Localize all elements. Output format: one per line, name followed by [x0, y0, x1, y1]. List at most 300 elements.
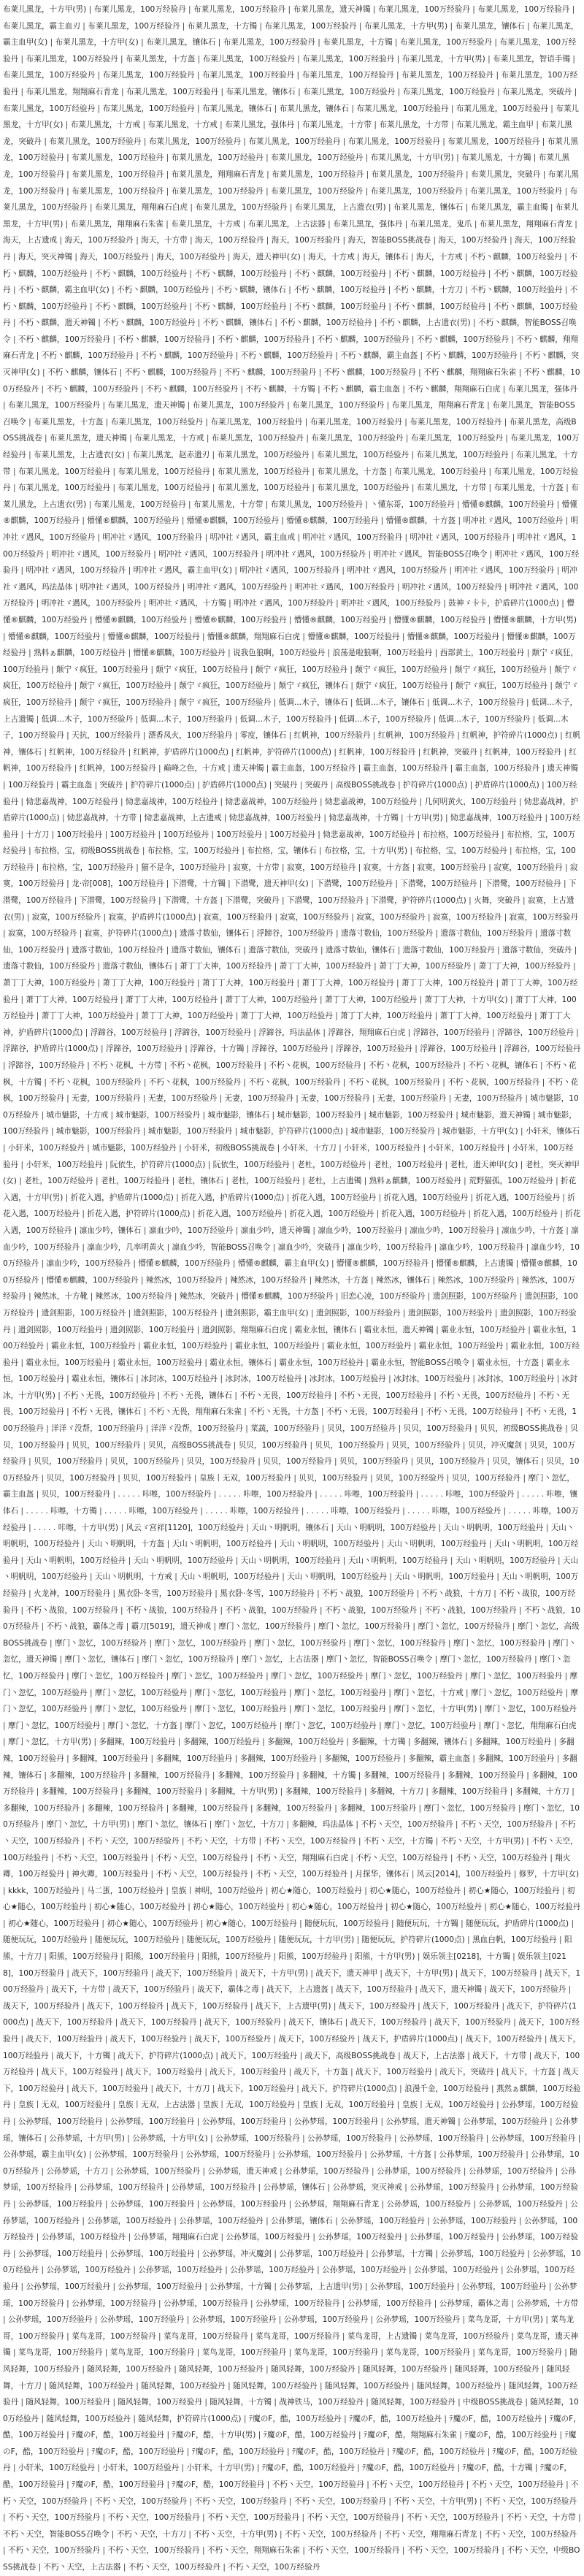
log-entry: 颠宁ゞ疯狂，100万经验丹 [179, 697, 272, 707]
log-separator: | [189, 1985, 197, 1995]
log-separator: | [376, 1721, 385, 1730]
log-entry: 随便玩玩，100万经验丹 [94, 1935, 180, 1945]
log-separator: | [64, 1754, 72, 1763]
log-entry: 布莱儿黑龙，十方带 [3, 451, 578, 476]
log-separator: | [531, 1012, 540, 1021]
log-separator: | [532, 929, 540, 939]
log-entry: 布莱儿黑龙，100万经验丹 [292, 401, 385, 410]
log-separator: | [509, 2298, 517, 2308]
log-separator: | [247, 2001, 256, 2011]
log-entry: 荒野猫孤，100万经验丹 [469, 1177, 553, 1186]
log-entry: 辣然冰，突破丹 [179, 1292, 234, 1302]
log-separator: | [563, 1226, 572, 1235]
log-entry: 冰封冰，100万经验丹 [225, 1375, 302, 1384]
log-entry: 布莱儿黑龙，100万经验丹 [311, 434, 404, 443]
log-separator: | [148, 665, 156, 674]
log-entry: 多翻辣，十方镯 [351, 1738, 406, 1747]
log-separator: | [10, 2249, 18, 2258]
log-separator: | [148, 2084, 156, 2093]
log-separator: | [363, 896, 372, 906]
log-separator: | [562, 863, 570, 872]
log-entry: 战天下，100万经验丹 [356, 2068, 433, 2077]
log-separator: | [504, 1143, 512, 1153]
log-separator: | [140, 121, 148, 130]
log-entry: 战天下，突破丹 [439, 2068, 494, 2077]
log-separator: | [39, 2266, 47, 2275]
log-separator: | [217, 121, 226, 130]
log-entry: 公孙梦瑶，100万经验丹 [318, 2233, 402, 2242]
log-separator: | [316, 846, 324, 856]
log-separator: | [368, 1275, 376, 1285]
log-entry: 随风轻舞，100万经验丹 [3, 2381, 578, 2407]
log-entry: 多翻辣，镶体石 [3, 1754, 577, 1780]
log-separator: | [315, 830, 323, 839]
log-separator: | [454, 500, 463, 509]
log-entry: 公孙梦瑶，100万经验丹 [138, 2266, 223, 2275]
log-separator: | [516, 2216, 524, 2225]
log-separator: | [155, 2331, 164, 2341]
log-separator: | [409, 451, 417, 460]
log-entry: 不朽丶无畏，镶体石 [162, 1391, 232, 1400]
log-entry: 布莱儿黑龙，100万经验丹 [102, 71, 195, 80]
log-entry: 随便玩玩，100万经验丹 [3, 1935, 88, 1945]
log-entry: 摩门丶忽忆，100万经验丹 [423, 1803, 516, 1813]
log-entry: 不朽丶天空，100万经验丹 [272, 2480, 364, 2490]
log-separator: | [461, 1886, 469, 1895]
log-entry: 无妻，100万经验丹 [377, 1094, 447, 1104]
log-separator: | [532, 2464, 540, 2473]
log-separator: | [286, 615, 294, 624]
log-separator: | [386, 269, 394, 278]
log-separator: | [370, 5, 378, 14]
log-separator: | [447, 681, 456, 691]
log-entry: 贝贝，100万经验丹 [34, 1457, 103, 1467]
log-separator: | [164, 1242, 172, 1252]
log-separator: | [485, 863, 494, 872]
log-separator: | [494, 945, 503, 955]
log-entry: 多翻辣，100万经验丹 [41, 1787, 118, 1797]
log-separator: | [524, 649, 532, 658]
log-separator: | [133, 236, 142, 245]
log-separator: | [561, 2348, 570, 2358]
log-separator: | [3, 632, 8, 641]
log-separator: | [384, 401, 392, 410]
log-entry: 战天下，100万经验丹 [278, 2035, 356, 2044]
log-entry: 下潜鹭，100万经验丹 [316, 879, 393, 889]
log-entry: 布莱儿黑龙，十方甲(男) [364, 21, 448, 31]
log-entry: ﾃ魔のF，酷，100万经验丹 [349, 2414, 442, 2423]
log-separator: | [10, 252, 18, 261]
log-separator: | [355, 2035, 363, 2044]
log-separator: | [456, 2431, 465, 2440]
log-entry: 公孙梦瑶，100万经验丹 [215, 2133, 300, 2143]
log-entry: 随风轻舞，100万经验丹 [371, 2398, 456, 2407]
log-separator: | [185, 401, 193, 410]
log-separator: | [400, 1308, 408, 1318]
log-separator: | [431, 1391, 439, 1400]
log-separator: | [64, 186, 72, 196]
log-separator: | [247, 1853, 256, 1862]
log-separator: | [186, 2035, 195, 2044]
log-entry: 摩门丶忽忆，霸主血盔 [3, 1473, 575, 1499]
log-separator: | [250, 1028, 259, 1037]
log-separator: | [284, 1193, 292, 1202]
log-entry: 菜鸟龙哥，100万经验丹 [164, 2331, 248, 2341]
log-separator: | [98, 1044, 106, 1054]
log-separator: | [417, 797, 425, 806]
log-separator: | [499, 2001, 507, 2011]
log-entry: 折花入遇，100万经验丹 [381, 1209, 466, 1219]
log-entry: 不朽丶无畏，镶体石 [72, 1407, 142, 1417]
log-separator: | [302, 417, 310, 427]
log-entry: 城市魅影，100万经验丹 [115, 1110, 201, 1120]
log-separator: | [548, 203, 556, 213]
log-separator: | [470, 1754, 478, 1763]
log-separator: | [377, 1968, 385, 1978]
log-entry: 不朽丶天空，100万经验丹 [128, 2563, 220, 2572]
log-separator: | [356, 1325, 364, 1334]
log-separator: | [395, 2051, 404, 2060]
log-separator: | [485, 2447, 493, 2456]
log-entry: 恸悲嘉战神，100万经验丹 [125, 797, 218, 806]
log-entry: 公孙梦瑶，100万经验丹 [110, 2199, 195, 2209]
log-entry: 摩门丶忽忆，100万经验丹 [384, 1721, 477, 1730]
log-entry: 颠宁ゞ疯狂，100万经验丹 [3, 649, 579, 674]
log-separator: | [148, 1853, 156, 1862]
log-entry: 贝贝，100万经验丹 [375, 1473, 445, 1483]
log-separator: | [294, 121, 302, 130]
log-entry: 战天下，100万经验丹 [171, 2001, 248, 2011]
log-entry: 颠宁ゞ疯狂，100万经验丹 [255, 665, 348, 674]
log-entry: 不朽丶无畏，十方盔 [249, 1407, 319, 1417]
log-entry: 城市魅影，100万经验丹 [277, 1110, 362, 1120]
log-separator: | [118, 1523, 126, 1532]
log-entry: 布莱儿黑龙，上古法器 [247, 219, 326, 229]
log-separator: | [537, 1061, 545, 1070]
log-separator: | [363, 1671, 371, 1681]
log-separator: | [201, 1787, 210, 1797]
log-entry: 懵懂®麒麟，100万经验丹 [307, 632, 400, 641]
log-entry: 高级BOSS挑战卷 [335, 780, 396, 790]
log-entry: 战天下，100万经验丹 [72, 1968, 149, 1978]
log-entry: 不朽丶麒麟，突灭神甲(女) [3, 351, 580, 378]
log-entry: ﾃ魔のF，酷，100万经验丹 [291, 2447, 385, 2456]
log-separator: | [325, 2183, 333, 2193]
log-separator: | [72, 896, 80, 906]
log-separator: | [72, 697, 80, 707]
log-entry: 天山丶明帆明，100万经验丹 [172, 1540, 272, 1549]
log-separator: | [554, 1375, 562, 1384]
log-separator: | [163, 1886, 172, 1895]
log-separator: | [319, 1342, 327, 1351]
log-entry: 寂寞，护符碎片(1000点) [84, 929, 172, 939]
log-entry: 摩门丶忽忆，镶体石 [64, 1655, 134, 1665]
log-entry: 红帆神，护符碎片(1000点) [236, 747, 332, 757]
log-entry: 公孙梦瑶，100万经验丹 [3, 2199, 578, 2225]
log-separator: | [332, 1012, 341, 1021]
log-entry: 遗落寸数仙，突破丹 [502, 945, 572, 955]
log-separator: | [63, 219, 71, 229]
log-separator: | [10, 286, 18, 295]
log-separator: | [561, 252, 570, 261]
log-separator: | [240, 137, 249, 146]
log-entry: 战天下，100万经验丹 [460, 1968, 537, 1978]
log-separator: | [10, 1325, 18, 1334]
log-entry: 公孙梦瑶，十方带 [516, 2298, 579, 2308]
log-separator: | [209, 830, 217, 839]
log-separator: | [374, 1209, 382, 1219]
log-separator: | [376, 1193, 384, 1202]
log-entry: 海天，100万经验丹 [271, 236, 341, 245]
log-entry: 浮蹄谷，100万经验丹 [7, 1061, 85, 1070]
log-entry: 布莱儿黑龙，十方带 [301, 121, 372, 130]
log-entry: 公孙梦瑶，100万经验丹 [463, 2117, 548, 2126]
log-entry: 恸悲嘉战神，100万经验丹 [228, 814, 321, 823]
log-separator: | [258, 1985, 266, 1995]
log-separator: | [470, 2348, 478, 2358]
log-entry: 布莱儿黑龙，100万经验丹 [217, 484, 310, 493]
log-separator: | [415, 368, 424, 378]
log-separator: | [331, 1457, 339, 1467]
log-entry: 颠宁ゞ疯狂，100万经验丹 [179, 681, 272, 691]
log-entry: 多翻辣，100万经验丹 [217, 1770, 294, 1780]
log-separator: | [514, 1490, 522, 1499]
log-entry: 不朽丶麒麟，100万经验丹 [145, 384, 239, 394]
log-separator: | [220, 2563, 228, 2572]
log-separator: | [63, 1193, 71, 1202]
log-entry: 初心★随心，100万经验丹 [3, 1886, 575, 1912]
log-separator: | [393, 879, 401, 889]
log-separator: | [403, 434, 411, 443]
log-entry: 布莱儿黑龙，100万经验丹 [3, 186, 578, 213]
log-separator: | [524, 21, 533, 31]
log-separator: | [48, 1853, 56, 1862]
log-separator: | [155, 764, 164, 773]
log-separator: | [247, 1870, 256, 1879]
log-separator: | [126, 1556, 134, 1565]
log-entry: 萧丁丁大神，100万经验丹 [439, 1012, 532, 1021]
log-entry: 战天下，100万经验丹 [87, 2001, 164, 2011]
log-separator: | [210, 335, 218, 344]
log-separator: | [408, 1457, 416, 1467]
log-separator: | [455, 2117, 464, 2126]
log-entry: 布莱儿黑龙，100万经验丹 [470, 186, 563, 196]
log-separator: | [286, 731, 294, 741]
log-separator: | [493, 2233, 502, 2242]
log-entry: 布莱儿黑龙，100万经验丹 [3, 104, 96, 113]
log-separator: | [447, 1853, 456, 1862]
log-separator: | [72, 252, 80, 261]
log-entry: . . . . . 咔嚓，100万经验丹 [104, 1507, 199, 1516]
log-separator: | [463, 203, 471, 213]
log-entry: 多翻辣，100万经验丹 [447, 1770, 524, 1780]
log-separator: | [34, 599, 42, 608]
log-entry: 不朽丶麒麟，100万经验丹 [293, 286, 386, 295]
log-entry: 公孙梦瑶，100万经验丹 [3, 2266, 575, 2291]
log-entry: 摩门丶忽忆，100万经验丹 [318, 1622, 411, 1632]
log-separator: | [570, 962, 576, 971]
log-entry: 遗天神镯 [233, 764, 264, 773]
log-separator: | [102, 1160, 110, 1169]
log-separator: | [469, 5, 478, 14]
log-separator: | [294, 54, 303, 64]
log-entry: 不朽丶麒麟，智能BOSS召唤令 [3, 318, 577, 344]
log-separator: | [493, 1226, 502, 1235]
log-entry: 霸业永恒，遗天神镯 [364, 1325, 434, 1334]
log-entry: 100万经验丹 [163, 830, 210, 839]
log-entry: 战天下，100万经验丹 [120, 2018, 197, 2027]
log-entry: 懵懂®麒麟，100万经验丹 [107, 632, 200, 641]
log-entry: 布莱儿黑龙，遗天神镯 [49, 434, 127, 443]
log-separator: | [41, 2381, 50, 2390]
log-separator: | [423, 1787, 431, 1797]
log-entry: 遗落寸数仙，镶体石 [179, 929, 250, 939]
log-entry: 不朽丶麒麟，100万经验丹 [94, 302, 188, 311]
log-entry: 城市魅影，镶体石 [207, 1110, 270, 1120]
log-entry: . . . . . 咔嚓，100万经验丹 [306, 1507, 400, 1516]
log-entry: 贝贝，100万经验丹 [339, 1457, 409, 1467]
log-separator: | [386, 1688, 394, 1697]
log-entry: 战天下，100万经验丹 [210, 2068, 287, 2077]
log-entry: 布莱儿黑龙，赵赤遗刃 [132, 451, 210, 460]
log-separator: | [417, 2331, 425, 2341]
log-entry: 公孙梦瑶，100万经验丹 [115, 2166, 201, 2176]
log-separator: | [194, 71, 202, 80]
log-separator: | [210, 484, 218, 493]
log-entry: 天山丶明帆明，100万经验丹 [240, 1556, 341, 1565]
log-separator: | [314, 2266, 323, 2275]
log-separator: | [486, 1540, 494, 1549]
log-entry: 明冲社ゞ遇风，100万经验丹 [102, 533, 203, 542]
log-separator: | [370, 731, 378, 741]
log-entry: 萧丁丁大神，100万经验丹 [180, 962, 272, 971]
log-entry: 布莱儿黑龙，100万经验丹 [171, 153, 264, 163]
log-separator: | [487, 549, 495, 559]
log-separator: | [244, 1044, 252, 1054]
log-entry: 阳熊，100万经验丹 [201, 1952, 272, 1962]
log-separator: | [555, 2068, 564, 2077]
log-entry: 天山丶明帆明，100万经验丹 [3, 1556, 579, 1582]
log-entry: 不朽丶战狼，霸体之毒 [46, 1622, 124, 1632]
log-separator: | [194, 1952, 202, 1962]
log-entry: 摩门丶忽忆，智能BOSS召唤令 [326, 1655, 433, 1665]
log-separator: | [539, 137, 548, 146]
log-separator: | [455, 2398, 464, 2407]
log-entry: 菜蔬，100万经验丹 [250, 1424, 320, 1434]
log-entry: 公孙梦瑶，100万经验丹 [461, 2282, 547, 2291]
log-separator: | [481, 1903, 490, 1912]
log-entry: 遗剑照影，100万经验丹 [432, 1292, 518, 1302]
log-separator: | [530, 1110, 538, 1120]
log-separator: | [18, 1160, 26, 1169]
log-entry: 低调...木子，100万经验丹 [239, 714, 332, 724]
log-entry: 布莱儿黑龙，100万经验丹 [394, 467, 487, 476]
log-entry: 皇族丨无双，上古法器 [118, 2101, 196, 2110]
log-separator: | [210, 1770, 218, 1780]
log-entry: 颠宁ゞ疯狂，100万经验丹 [3, 665, 578, 691]
log-separator: | [431, 1242, 439, 1252]
log-entry: 多翻辣，100万经验丹 [267, 1738, 345, 1747]
log-entry: 萧丁丁大神，100万经验丹 [125, 995, 218, 1004]
log-entry: 老杜，100万经验丹 [373, 1160, 443, 1169]
log-entry: 随便玩玩，护符碎片(1000点) [361, 1935, 465, 1945]
log-entry: 不朽丶天空，100万经验丹 [293, 2496, 387, 2506]
log-entry: 公孙梦瑶，冲灭魔剑 [201, 2249, 272, 2258]
log-separator: | [241, 1407, 250, 1417]
log-separator: | [295, 533, 303, 542]
log-separator: | [572, 219, 577, 229]
log-separator: | [64, 2480, 72, 2490]
log-separator: | [43, 549, 52, 559]
log-separator: | [555, 1556, 563, 1565]
log-separator: | [285, 5, 293, 14]
log-separator: | [133, 351, 142, 361]
log-separator: | [293, 2084, 302, 2093]
log-entry: 战天下，100万经验丹 [336, 1985, 413, 1995]
log-entry: 浮蹄谷，100万经验丹 [251, 1044, 328, 1054]
log-separator: | [415, 2001, 423, 2011]
log-separator: | [266, 780, 274, 790]
log-entry: 不朽丶天空，100万经验丹 [55, 1853, 149, 1862]
log-entry: 不朽丶战狼，100万经验丹 [3, 1589, 576, 1615]
log-separator: | [523, 1094, 531, 1104]
log-entry: 公孙梦瑶，镶体石 [3, 2117, 578, 2143]
log-entry: 多翻辣，100万经验丹 [87, 1803, 164, 1813]
log-separator: | [133, 863, 142, 872]
log-entry: 天山丶明帆明，100万经验丹 [3, 1540, 579, 1565]
log-separator: | [10, 2348, 18, 2358]
log-separator: | [131, 2266, 139, 2275]
log-separator: | [164, 2183, 172, 2193]
log-separator: | [472, 219, 480, 229]
log-entry: 公孙梦瑶，100万经验丹 [399, 2133, 484, 2143]
log-entry: 老杜，遗天神甲(女) [450, 1160, 518, 1169]
log-separator: | [212, 2051, 221, 2060]
log-separator: | [294, 71, 302, 80]
log-entry: 100万经验丹 [7, 780, 54, 790]
log-separator: | [133, 2381, 142, 2390]
log-entry: 不朽丶天空，十方镯 [363, 1836, 434, 1846]
log-entry: 西部黄土，100万经验丹 [439, 649, 525, 658]
log-entry: 懵懂®麒麟，100万经验丹 [293, 615, 387, 624]
log-entry: 不朽丶战狼，100万经验丹 [125, 1605, 218, 1615]
log-separator: | [297, 2051, 305, 2060]
log-separator: | [138, 1275, 146, 1285]
log-entry: 布莱儿黑龙，100万经验丹 [49, 137, 142, 146]
log-entry: 凛血少吟，100万经验丹 [148, 1226, 234, 1235]
log-separator: | [287, 1325, 295, 1334]
log-entry: 小轩米，100万经验丹 [26, 1160, 103, 1169]
log-separator: | [440, 599, 449, 608]
log-separator: | [470, 318, 478, 328]
log-entry: 公孙梦瑶，十方甲(男) [49, 2133, 125, 2143]
log-separator: | [542, 814, 550, 823]
log-separator: | [507, 1787, 515, 1797]
log-separator: | [333, 929, 341, 939]
log-entry: 不朽丶天空，100万经验丹 [484, 2496, 577, 2506]
log-entry: 布莱儿黑龙，突破丹 [3, 121, 572, 146]
log-separator: | [225, 649, 234, 658]
log-entry: 公孙梦瑶，100万经验丹 [201, 2117, 287, 2126]
log-entry: 多翻辣，100万经验丹 [285, 1787, 362, 1797]
log-entry: 战天下，高级BOSS挑战卷 [304, 2051, 396, 2060]
log-entry: 布莱儿黑龙，十方戒 [147, 121, 218, 130]
log-separator: | [493, 2183, 502, 2193]
log-separator: | [92, 2315, 100, 2325]
log-entry: 不朽丶天空，100万经验丹 [3, 1836, 578, 1862]
log-entry: 菜鸟龙哥，100万经验丹 [110, 2348, 195, 2358]
log-separator: | [513, 1259, 521, 1269]
